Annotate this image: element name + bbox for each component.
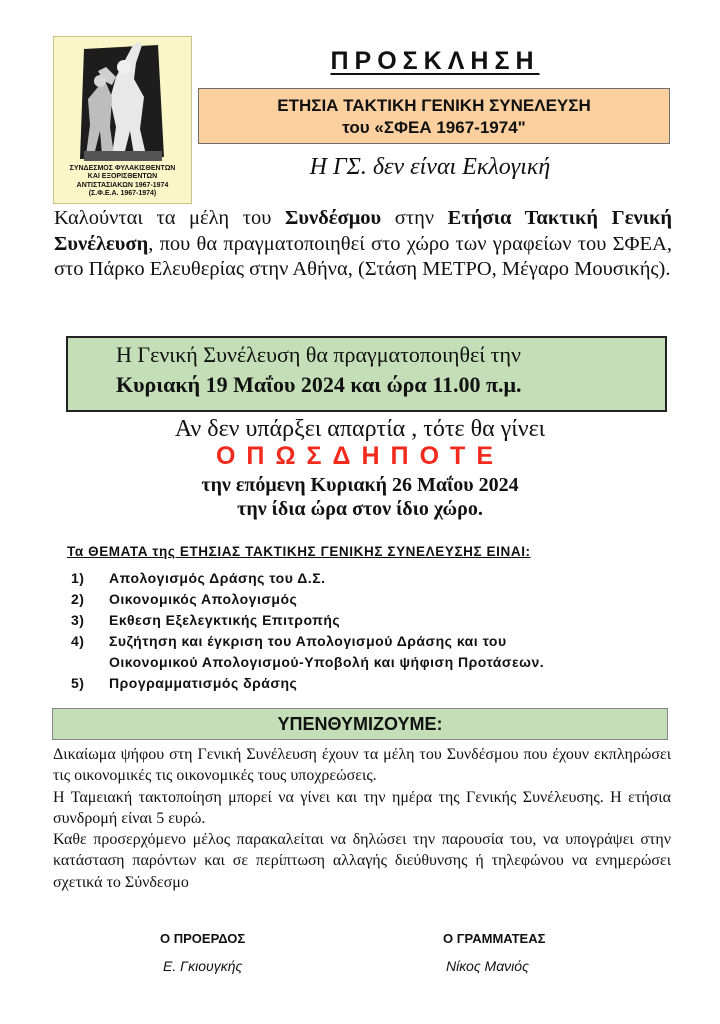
agenda-item — [67, 673, 544, 694]
association-logo — [53, 36, 192, 204]
intro-text-2: στην — [381, 207, 448, 229]
agenda-item-number: 1) — [71, 570, 85, 586]
intro-bold-1: Συνδέσμου — [284, 207, 382, 229]
agenda-heading: Τα ΘΕΜΑΤΑ της ΕΤΗΣΙΑΣ ΤΑΚΤΙΚΗΣ ΓΕΝΙΚΗΣ ΣΥΝΕΛΕΥΣΗΣ ΕΙΝΑΙ: — [67, 544, 531, 559]
agenda-item — [67, 631, 544, 673]
intro-bold-2: Ετήσια Τακτική Γενική Συνέλευση — [54, 207, 672, 255]
assembly-title-line1: ΕΤΗΣΙΑ ΤΑΚΤΙΚΗ ΓΕΝΙΚΗ ΣΥΝΕΛΕΥΣΗ — [277, 96, 591, 115]
voting-rights-note: Δικαίωμα ψήφου στη Γενική Συνέλευση έχουν τα μέλη του Συνδέσμου που έχουν εκπληρώσει τις οικονομικές τις οικονομικές τους υποχρεώσεις. — [53, 746, 671, 785]
agenda-item-number: 3) — [71, 612, 85, 628]
intro-text-1: Καλούνται τα μέλη του — [54, 207, 285, 229]
reminder-notes — [53, 744, 671, 893]
agenda-item — [67, 568, 544, 589]
meeting-line1: Η Γενική Συνέλευση θα πραγματοποιηθεί την — [116, 342, 521, 367]
agenda-item-text: Εκθεση Εξελεγκτικής Επιτροπής — [109, 612, 341, 628]
logo-caption: ΣΥΝΔΕΣΜΟΣ ΦΥΛΑΚΙΣΘΕΝΤΩΝ ΚΑΙ ΕΞΟΡΙΣΘΕΝΤΩΝ ΑΝΤΙΣΤΑΣΙΑΚΩΝ 1967-1974 (Σ.Φ.Ε.Α. 1967-1974) — [69, 164, 176, 198]
agenda-item-text: Προγραμματισμός δράσης — [109, 675, 298, 691]
secretary-role: Ο ΓΡΑΜΜΑΤΕΑΣ — [443, 931, 546, 946]
reminder-heading: ΥΠΕΝΘΥΜΙΖΟΥΜΕ: — [52, 708, 668, 740]
agenda-item-text: Απολογισμός Δράσης του Δ.Σ. — [109, 570, 326, 586]
agenda-item-number: 2) — [71, 591, 85, 607]
agenda-item-number: 4) — [71, 633, 85, 649]
attendance-note: Καθε προσερχόμενο μέλος παρακαλείται να δηλώσει την παρουσία του, να υπογράψει στην κατάσταση παρόντων και σε περίπτωση αλλαγής διεύθυνσης ή τηλεφώνου να ενημερώσει σχετικά το Σύνδεσμο — [53, 831, 671, 891]
assembly-title-line2: του «ΣΦΕΑ 1967-1974" — [342, 118, 526, 137]
meeting-date: Κυριακή 19 Μαΐου 2024 και ώρα 11.00 π.μ. — [116, 372, 522, 397]
assembly-title-box — [198, 88, 670, 144]
non-electoral-note: Η ΓΣ. δεν είναι Εκλογική — [309, 154, 551, 180]
invitation-paragraph — [54, 206, 672, 283]
emphasis-word: ΟΠΩΣΔΗΠΟΤΕ — [215, 442, 504, 470]
repeat-date: την επόμενη Κυριακή 26 Μαΐου 2024 — [201, 474, 519, 496]
agenda-item-text: Συζήτηση και έγκριση του Απολογισμού Δράσης και του — [109, 633, 507, 649]
page-title: ΠΡΟΣΚΛΗΣΗ — [330, 47, 540, 75]
quorum-note: Αν δεν υπάρξει απαρτία , τότε θα γίνει — [174, 416, 546, 442]
statue-icon — [54, 37, 191, 165]
president-role: Ο ΠΡΟΕΡΔΟΣ — [160, 931, 246, 946]
agenda-item — [67, 589, 544, 610]
agenda-item-text: Οικονομικός Απολογισμός — [109, 591, 298, 607]
secretary-name: Νίκος Μανιός — [446, 958, 529, 974]
agenda-item-text-continued: Οικονομικού Απολογισμού-Υποβολή και ψήφιση Προτάσεων. — [109, 654, 545, 670]
president-name: Ε. Γκιουγκής — [163, 958, 243, 974]
payment-note: Η Ταμειακή τακτοποίηση μπορεί να γίνει και την ημέρα της Γενικής Συνέλευσης. Η ετήσια συνδρομή είναι 5 ευρώ. — [53, 788, 671, 827]
repeat-place: την ίδια ώρα στον ίδιο χώρο. — [237, 498, 483, 520]
agenda-item — [67, 610, 544, 631]
agenda-list — [67, 568, 544, 694]
intro-text-3: , που θα πραγματοποιηθεί στο χώρο των γραφείων του ΣΦΕΑ, στο Πάρκο Ελευθερίας στην Αθήνα, (Στάση ΜΕΤΡΟ, Μέγαρο Μουσικής). — [54, 232, 672, 280]
meeting-date-box — [66, 336, 667, 412]
agenda-item-number: 5) — [71, 675, 85, 691]
